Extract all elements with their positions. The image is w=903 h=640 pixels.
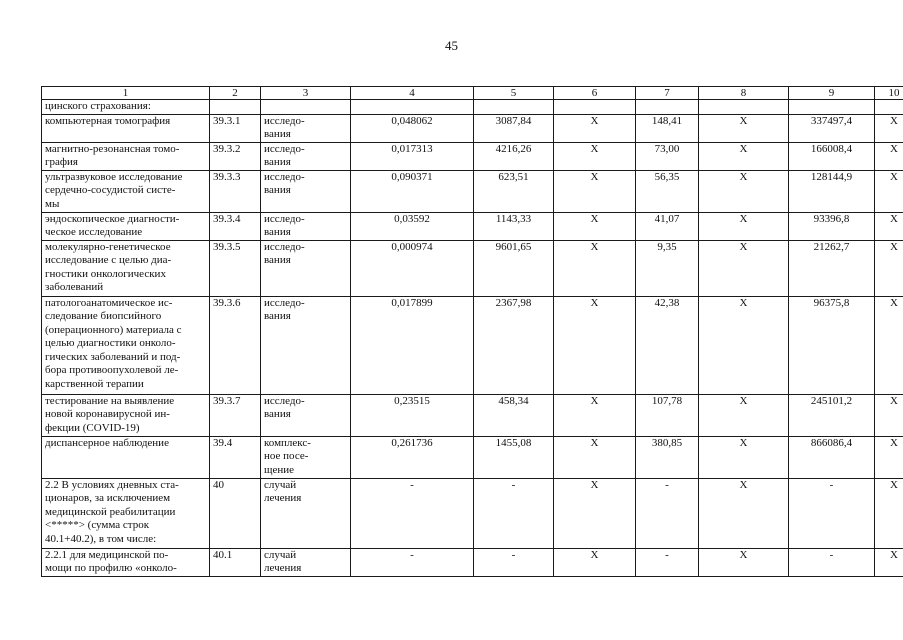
table-row (42, 240, 903, 296)
row-col4-cell: - (351, 478, 474, 548)
header-row (42, 87, 903, 100)
header-cell: 7 (636, 87, 699, 100)
row-col8-cell: X (699, 212, 789, 240)
row-col4-cell: 0,090371 (351, 170, 474, 212)
row-col10-cell: X (875, 394, 903, 436)
row-unit-cell: исследо- вания (261, 212, 351, 240)
row-col5-cell: - (474, 478, 554, 548)
data-table (41, 86, 903, 577)
row-name-cell: магнитно-резонансная томо- графия (42, 142, 210, 170)
row-col6-cell: X (554, 436, 636, 478)
row-code-cell: 39.3.2 (210, 142, 261, 170)
row-col6-cell: X (554, 142, 636, 170)
table-row (42, 142, 903, 170)
row-col9-cell: 128144,9 (789, 170, 875, 212)
row-col9-cell: 93396,8 (789, 212, 875, 240)
row-col10-cell (875, 100, 903, 115)
row-col8-cell: X (699, 240, 789, 296)
row-unit-cell: исследо- вания (261, 240, 351, 296)
row-unit-cell: исследо- вания (261, 296, 351, 394)
row-col4-cell: 0,048062 (351, 114, 474, 142)
row-col5-cell: - (474, 548, 554, 576)
row-code-cell: 40 (210, 478, 261, 548)
table-row (42, 478, 903, 548)
row-name-cell: 2.2 В условиях дневных ста- ционаров, за исключением медицинской реабилитации <*****> (сумма строк 40.1+40.2), в том числе: (42, 478, 210, 548)
row-col6-cell: X (554, 170, 636, 212)
row-code-cell: 40.1 (210, 548, 261, 576)
table-row (42, 548, 903, 576)
row-col10-cell: X (875, 548, 903, 576)
row-unit-cell: комплекс- ное посе- щение (261, 436, 351, 478)
row-name-cell: молекулярно-генетическое исследование с целью диа- гностики онкологических заболеваний (42, 240, 210, 296)
row-unit-cell: случай лечения (261, 548, 351, 576)
table-row (42, 436, 903, 478)
row-col4-cell (351, 100, 474, 115)
table-row (42, 114, 903, 142)
row-name-cell: эндоскопическое диагности- ческое исследование (42, 212, 210, 240)
row-col10-cell: X (875, 212, 903, 240)
row-col5-cell: 3087,84 (474, 114, 554, 142)
row-col8-cell: X (699, 296, 789, 394)
row-col9-cell: - (789, 548, 875, 576)
row-col9-cell: 21262,7 (789, 240, 875, 296)
row-col7-cell: 41,07 (636, 212, 699, 240)
row-col10-cell: X (875, 142, 903, 170)
row-col7-cell: 107,78 (636, 394, 699, 436)
row-col6-cell: X (554, 296, 636, 394)
table-row (42, 170, 903, 212)
row-col6-cell: X (554, 548, 636, 576)
row-col7-cell: 380,85 (636, 436, 699, 478)
row-code-cell: 39.3.7 (210, 394, 261, 436)
row-col4-cell: 0,23515 (351, 394, 474, 436)
row-name-cell: диспансерное наблюдение (42, 436, 210, 478)
row-col4-cell: 0,017313 (351, 142, 474, 170)
row-col5-cell: 1455,08 (474, 436, 554, 478)
row-unit-cell: исследо- вания (261, 170, 351, 212)
row-col7-cell: 73,00 (636, 142, 699, 170)
row-col8-cell: X (699, 436, 789, 478)
row-col6-cell: X (554, 114, 636, 142)
row-col5-cell (474, 100, 554, 115)
row-col7-cell: 148,41 (636, 114, 699, 142)
row-col9-cell: - (789, 478, 875, 548)
header-cell: 10 (875, 87, 903, 100)
row-col4-cell: - (351, 548, 474, 576)
row-code-cell: 39.3.6 (210, 296, 261, 394)
row-col6-cell: X (554, 478, 636, 548)
row-col7-cell: 56,35 (636, 170, 699, 212)
row-col5-cell: 1143,33 (474, 212, 554, 240)
header-cell: 2 (210, 87, 261, 100)
row-col10-cell: X (875, 240, 903, 296)
row-col4-cell: 0,03592 (351, 212, 474, 240)
header-cell: 1 (42, 87, 210, 100)
row-col8-cell: X (699, 170, 789, 212)
row-col8-cell: X (699, 394, 789, 436)
row-col5-cell: 458,34 (474, 394, 554, 436)
row-col6-cell (554, 100, 636, 115)
row-col10-cell: X (875, 114, 903, 142)
row-col7-cell: 9,35 (636, 240, 699, 296)
row-col9-cell (789, 100, 875, 115)
row-col6-cell: X (554, 394, 636, 436)
header-cell: 8 (699, 87, 789, 100)
row-col8-cell: X (699, 478, 789, 548)
row-unit-cell (261, 100, 351, 115)
row-col6-cell: X (554, 212, 636, 240)
row-code-cell (210, 100, 261, 115)
header-cell: 5 (474, 87, 554, 100)
table-row (42, 100, 903, 115)
row-code-cell: 39.3.4 (210, 212, 261, 240)
table-row (42, 212, 903, 240)
row-name-cell: патологоанатомическое ис- следование биопсийного (операционного) материала с целью диагностики онколо- гических заболеваний и под- бора противоопухолевой ле- карственной терапии (42, 296, 210, 394)
table-row (42, 296, 903, 394)
row-unit-cell: исследо- вания (261, 114, 351, 142)
row-col9-cell: 96375,8 (789, 296, 875, 394)
row-col7-cell: - (636, 478, 699, 548)
row-col7-cell: 42,38 (636, 296, 699, 394)
row-col8-cell: X (699, 142, 789, 170)
header-cell: 3 (261, 87, 351, 100)
row-col6-cell: X (554, 240, 636, 296)
row-col9-cell: 166008,4 (789, 142, 875, 170)
row-name-cell: 2.2.1 для медицинской по- мощи по профилю «онколо- (42, 548, 210, 576)
row-code-cell: 39.3.1 (210, 114, 261, 142)
row-col9-cell: 866086,4 (789, 436, 875, 478)
row-col8-cell (699, 100, 789, 115)
row-col9-cell: 245101,2 (789, 394, 875, 436)
row-col7-cell (636, 100, 699, 115)
row-col5-cell: 4216,26 (474, 142, 554, 170)
row-name-cell: цинского страхования: (42, 100, 210, 115)
row-col4-cell: 0,000974 (351, 240, 474, 296)
header-cell: 9 (789, 87, 875, 100)
row-unit-cell: исследо- вания (261, 142, 351, 170)
row-col10-cell: X (875, 478, 903, 548)
row-code-cell: 39.4 (210, 436, 261, 478)
row-col10-cell: X (875, 170, 903, 212)
row-code-cell: 39.3.3 (210, 170, 261, 212)
row-col4-cell: 0,261736 (351, 436, 474, 478)
row-name-cell: ультразвуковое исследование сердечно-сосудистой систе- мы (42, 170, 210, 212)
row-col5-cell: 623,51 (474, 170, 554, 212)
row-col9-cell: 337497,4 (789, 114, 875, 142)
row-col10-cell: X (875, 436, 903, 478)
row-col4-cell: 0,017899 (351, 296, 474, 394)
row-name-cell: тестирование на выявление новой коронавирусной ин- фекции (COVID-19) (42, 394, 210, 436)
row-name-cell: компьютерная томография (42, 114, 210, 142)
page-number: 45 (445, 38, 458, 53)
row-unit-cell: случай лечения (261, 478, 351, 548)
row-col7-cell: - (636, 548, 699, 576)
row-col5-cell: 9601,65 (474, 240, 554, 296)
row-code-cell: 39.3.5 (210, 240, 261, 296)
row-col10-cell: X (875, 296, 903, 394)
row-col5-cell: 2367,98 (474, 296, 554, 394)
table-row (42, 394, 903, 436)
row-col8-cell: X (699, 548, 789, 576)
header-cell: 6 (554, 87, 636, 100)
row-col8-cell: X (699, 114, 789, 142)
header-cell: 4 (351, 87, 474, 100)
row-unit-cell: исследо- вания (261, 394, 351, 436)
